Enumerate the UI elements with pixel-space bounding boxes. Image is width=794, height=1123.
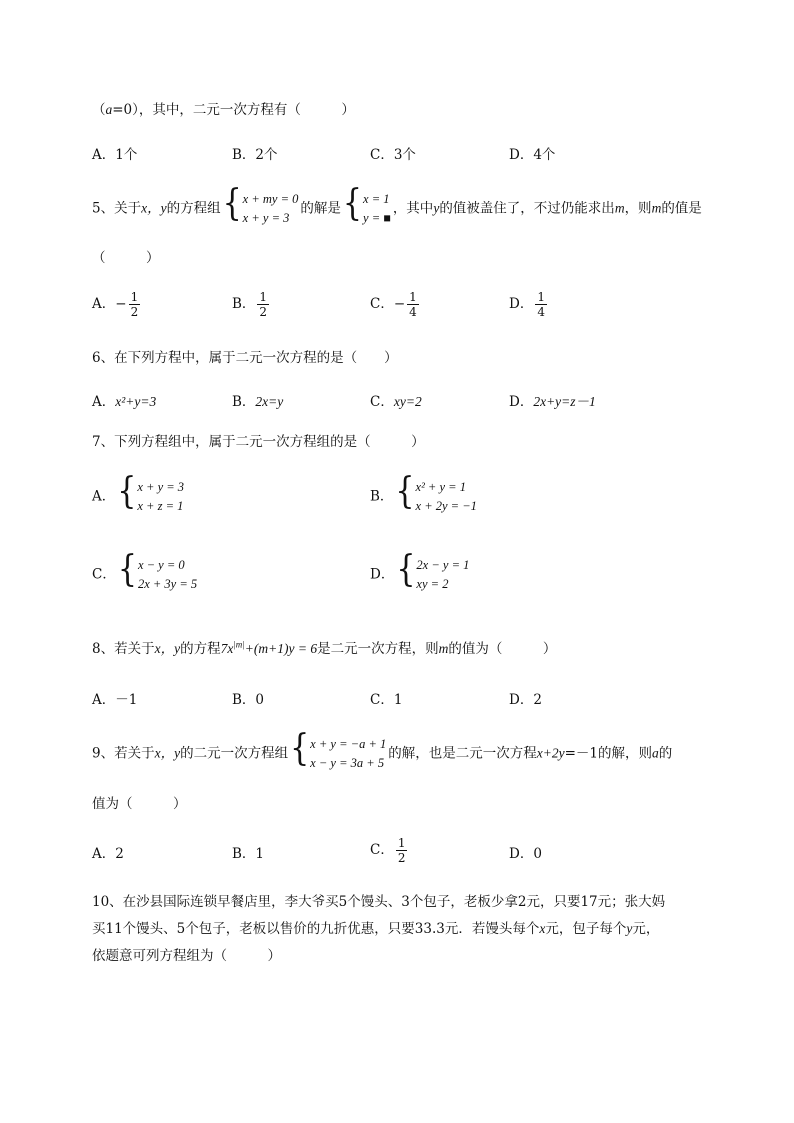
q9-stem: 9、若关于x，y的二元一次方程组 { x + y = −a + 1 x − y = 3a + 5 的解，也是二元一次方程x+2y=－1的解，则a的	[92, 735, 672, 773]
q5-option-a[interactable]: A．− $\frac{1}{2}$	[92, 290, 139, 319]
fraction: $\frac{1}{4}$	[409, 290, 417, 319]
q6-option-d[interactable]: D．2x+y=z－1	[509, 394, 596, 410]
q9-option-d[interactable]: D．0	[509, 846, 542, 862]
q4-open-paren: （	[92, 102, 106, 118]
fraction: $\frac{1}{2}$	[259, 290, 268, 319]
q5-option-c[interactable]: C．− $\frac{1}{4}$	[370, 290, 417, 319]
q7-option-b[interactable]: B． { x² + y = 1 x + 2y = −1	[370, 470, 477, 513]
q6-stem: 6、在下列方程中，属于二元一次方程的是（ ）	[92, 350, 398, 366]
q9-option-c[interactable]: C． $\frac{1}{2}$	[370, 836, 406, 865]
q6-option-a[interactable]: A．x²+y=3	[92, 394, 157, 410]
q5-answer-paren: （ ）	[92, 250, 160, 266]
q9-option-b[interactable]: B．1	[232, 846, 265, 862]
q4-tail-line	[92, 98, 355, 118]
q10-line2: 买11个馒头、5个包子，老板以售价的九折优惠，只要33.3元．若馒头每个x元，包子每个y元，	[92, 921, 660, 937]
fraction: $\frac{1}{2}$	[130, 290, 139, 319]
q4-option-d[interactable]: D．4个	[509, 147, 556, 163]
q8-option-b[interactable]: B．0	[232, 692, 265, 708]
q8-option-c[interactable]: C．1	[370, 692, 403, 708]
q7-option-a[interactable]: A． { x + y = 3 x + z = 1	[92, 470, 185, 513]
q4-option-b[interactable]: B．2个	[232, 147, 278, 163]
q4-a-var: a	[105, 102, 113, 117]
q5-solution: { x = 1 y = ■	[342, 182, 391, 225]
q5-option-d[interactable]: D． $\frac{1}{4}$	[509, 290, 545, 319]
q9-option-a[interactable]: A．2	[92, 846, 124, 862]
q8-equation: $7x^{|m|}+(m+1)y = 6$	[220, 639, 318, 656]
q6-option-c[interactable]: C．xy=2	[370, 394, 422, 410]
q8-stem: 8、若关于x，y的方程$7x^{|m|}+(m+1)y = 6$是二元一次方程，则m的值为（ ）	[92, 639, 557, 657]
q10-line3: 依题意可列方程组为（ ）	[92, 948, 281, 964]
q4-stem-text: =0），其中，二元一次方程有（ ）	[112, 102, 355, 118]
q8-option-d[interactable]: D．2	[509, 692, 542, 708]
q7-option-c[interactable]: C． { x − y = 0 2x + 3y = 5	[92, 548, 198, 591]
q4-option-a[interactable]: A．1个	[92, 147, 138, 163]
q9-stem-line2: 值为（ ）	[92, 796, 187, 812]
q5-option-b[interactable]: B． $\frac{1}{2}$	[232, 290, 268, 319]
q7-option-d[interactable]: D． { 2x − y = 1 xy = 2	[370, 548, 470, 591]
q5-vars: x，y	[141, 200, 167, 216]
q4-option-c[interactable]: C．3个	[370, 147, 416, 163]
q6-option-b[interactable]: B．2x=y	[232, 394, 284, 410]
q5-stem: 5、关于x，y的方程组 { x + my = 0 x + y = 3 的解是 { x = 1 y = ■ ，其中y的值被盖住了，不过仍能求出m，则m的值是	[92, 190, 702, 228]
q9-system: { x + y = −a + 1 x − y = 3a + 5	[290, 727, 387, 770]
fraction: $\frac{1}{2}$	[397, 836, 406, 865]
q10-line1: 10、在沙县国际连锁早餐店里，李大爷买5个馒头、3个包子，老板少拿2元，只要17元；张大妈	[92, 894, 666, 910]
q5-system: { x + my = 0 x + y = 3	[222, 182, 299, 225]
fraction: $\frac{1}{4}$	[537, 290, 545, 319]
q8-option-a[interactable]: A．－1	[92, 692, 138, 708]
q7-stem: 7、下列方程组中，属于二元一次方程组的是（ ）	[92, 434, 425, 450]
